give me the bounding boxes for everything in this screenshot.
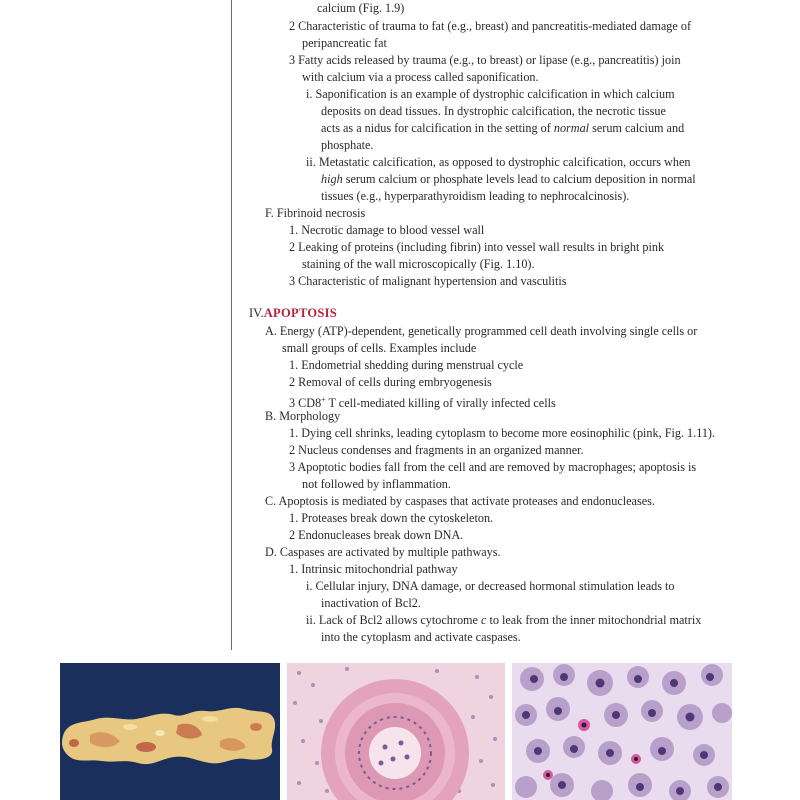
text-line: C. Apoptosis is mediated by caspases that activate proteases and endonucleases. [265, 494, 655, 508]
text-run: T cell-mediated killing of virally infected cells [325, 396, 556, 411]
text-line: inactivation of Bcl2. [321, 596, 421, 610]
text-line: with calcium via a process called saponification. [302, 70, 539, 84]
text-line: A. Energy (ATP)-dependent, genetically programmed cell death involving single cells or [265, 324, 698, 338]
text-line [321, 120, 684, 137]
text-line [321, 171, 696, 188]
text-run: 3 CD8 [289, 396, 322, 411]
text-line: 3 Apoptotic bodies fall from the cell and are removed by macrophages; apoptosis is [289, 460, 697, 474]
section-heading [249, 305, 337, 322]
text-line: 1. Proteases break down the cytoskeleton. [289, 511, 494, 525]
text-run: ii. Lack of Bcl2 allows cytochrome [306, 613, 481, 627]
text-run: serum calcium and [589, 121, 685, 135]
text-line: D. Caspases are activated by multiple pathways. [265, 545, 501, 559]
text-line: F. Fibrinoid necrosis [265, 206, 366, 220]
text-line: staining of the wall microscopically (Fig. 1.10). [302, 257, 535, 271]
text-line: 2 Removal of cells during embryogenesis [289, 375, 492, 389]
section-title: APOPTOSIS [263, 306, 338, 320]
apoptosis-micrograph [512, 663, 732, 800]
text-line: peripancreatic fat [302, 36, 387, 50]
text-line: calcium (Fig. 1.9) [317, 1, 405, 15]
fibrinoid-necrosis-micrograph [287, 663, 505, 800]
text-line: 2 Characteristic of trauma to fat (e.g., breast) and pancreatitis-mediated damage of [289, 19, 692, 33]
text-line: i. Cellular injury, DNA damage, or decreased hormonal stimulation leads to [306, 579, 675, 593]
text-line: deposits on dead tissues. In dystrophic calcification, the necrotic tissue [321, 104, 666, 118]
text-line: 3 Characteristic of malignant hypertension and vasculitis [289, 274, 567, 288]
emphasis-text: c [480, 613, 487, 627]
text-line: small groups of cells. Examples include [282, 341, 477, 355]
superscript: + [321, 395, 326, 404]
text-run: acts as a nidus for calcification in the setting of [321, 121, 554, 135]
text-line: phosphate. [321, 138, 374, 152]
text-line: i. Saponification is an example of dystrophic calcification in which calcium [306, 87, 675, 101]
text-run: serum calcium or phosphate levels lead to calcium deposition in normal [342, 172, 696, 186]
text-run: to leak from the inner mitochondrial matrix [486, 613, 702, 627]
text-line: not followed by inflammation. [302, 477, 451, 491]
column-rule [231, 0, 232, 650]
fat-necrosis-gross-photo [60, 663, 280, 800]
emphasis-text: high [321, 172, 343, 186]
text-line: B. Morphology [265, 409, 341, 423]
text-line: 1. Endometrial shedding during menstrual cycle [289, 358, 524, 372]
text-line: 1. Necrotic damage to blood vessel wall [289, 223, 485, 237]
text-line: 2 Leaking of proteins (including fibrin) into vessel wall results in bright pink [289, 240, 665, 254]
text-line: tissues (e.g., hyperparathyroidism leading to nephrocalcinosis). [321, 189, 630, 203]
text-line: 1. Dying cell shrinks, leading cytoplasm to become more eosinophilic (pink, Fig. 1.11). [289, 426, 716, 440]
text-line: 1. Intrinsic mitochondrial pathway [289, 562, 458, 576]
section-number: IV. [249, 306, 264, 320]
text-line [306, 612, 701, 629]
text-line: into the cytoplasm and activate caspases. [321, 630, 521, 644]
text-line: 2 Endonucleases break down DNA. [289, 528, 464, 542]
text-line: 3 Fatty acids released by trauma (e.g., to breast) or lipase (e.g., pancreatitis) join [289, 53, 681, 67]
text-line: ii. Metastatic calcification, as opposed to dystrophic calcification, occurs when [306, 155, 691, 169]
emphasis-text: normal [553, 121, 590, 135]
text-line: 2 Nucleus condenses and fragments in an organized manner. [289, 443, 584, 457]
